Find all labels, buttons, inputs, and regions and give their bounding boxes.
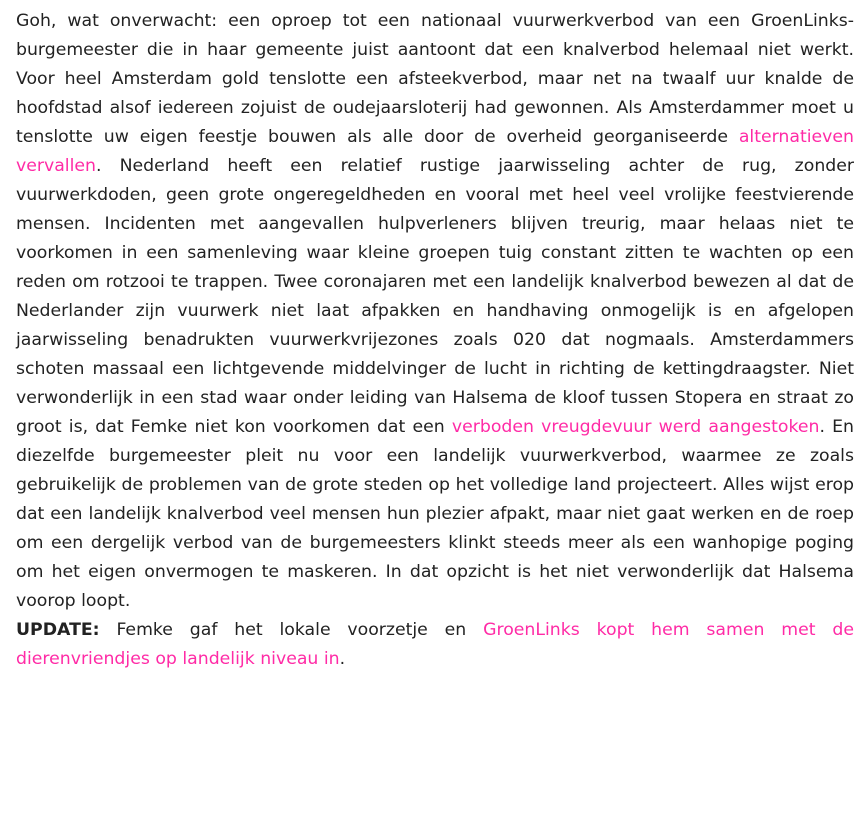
paragraph-text: . [339, 649, 346, 669]
paragraph-text: Goh, wat onverwacht: een oproep tot een nationaal vuurwerkverbod van een GroenLinks-burgemeester die in haar gemeente juist aantoont dat een knalverbod helemaal niet werkt. Voor heel Amsterdam gold tenslotte een afsteekverbod, maar net na twaalf uur knalde de hoofdstad alsof iedereen zojuist de oudejaarsloterij had gewonnen. Als Amsterdammer moet u tenslotte uw eigen feestje bouwen als alle door de overheid georganiseerde [16, 11, 854, 147]
article-paragraph [16, 0, 854, 616]
link-verboden-vreugdevuur[interactable]: verboden vreugdevuur werd aangestoken [451, 417, 820, 437]
paragraph-text: Femke gaf het lokale voorzetje en [99, 620, 484, 640]
paragraph-text: . Nederland heeft een relatief rustige jaarwisseling achter de rug, zonder vuurwerkdoden, geen grote ongeregeldheden en vooral met heel veel vrolijke feestvierende mensen. Incidenten met aangevallen hulpverleners blijven treurig, maar helaas niet te voorkomen in een samenleving waar kleine groepen tuig constant zitten te wachten op een reden om rotzooi te trappen. Twee coronajaren met een landelijk knalverbod bewezen al dat de Nederlander zijn vuurwerk niet laat afpakken en handhaving onmogelijk is en afgelopen jaarwisseling benadrukten vuurwerkvrijezones zoals 020 dat nogmaals. Amsterdammers schoten massaal een lichtgevende middelvinger de lucht in richting de kettingdraagster. Niet verwonderlijk in een stad waar onder leiding van Halsema de kloof tussen Stopera en straat zo groot is, dat Femke niet kon voorkomen dat een [16, 156, 854, 437]
article-body [16, 0, 854, 674]
paragraph-text: . En diezelfde burgemeester pleit nu voor een landelijk vuurwerkverbod, waarmee ze zoals gebruikelijk de problemen van de grote steden op het volledige land projecteert. Alles wijst erop dat een landelijk knalverbod veel mensen hun plezier afpakt, maar niet gaat werken en de roep om een dergelijk verbod van de burgemeesters klinkt steeds meer als een wanhopige poging om het eigen onvermogen te maskeren. In dat opzicht is het niet verwonderlijk dat Halsema voorop loopt. [16, 417, 855, 611]
update-label: UPDATE: [16, 620, 100, 640]
link-groenlinks-kopt-hem-in[interactable]: GroenLinks kopt hem samen met de dierenvriendjes op landelijk niveau in [16, 620, 854, 669]
update-paragraph [16, 616, 854, 674]
link-alternatieven-vervallen[interactable]: alternatieven vervallen [16, 127, 854, 176]
